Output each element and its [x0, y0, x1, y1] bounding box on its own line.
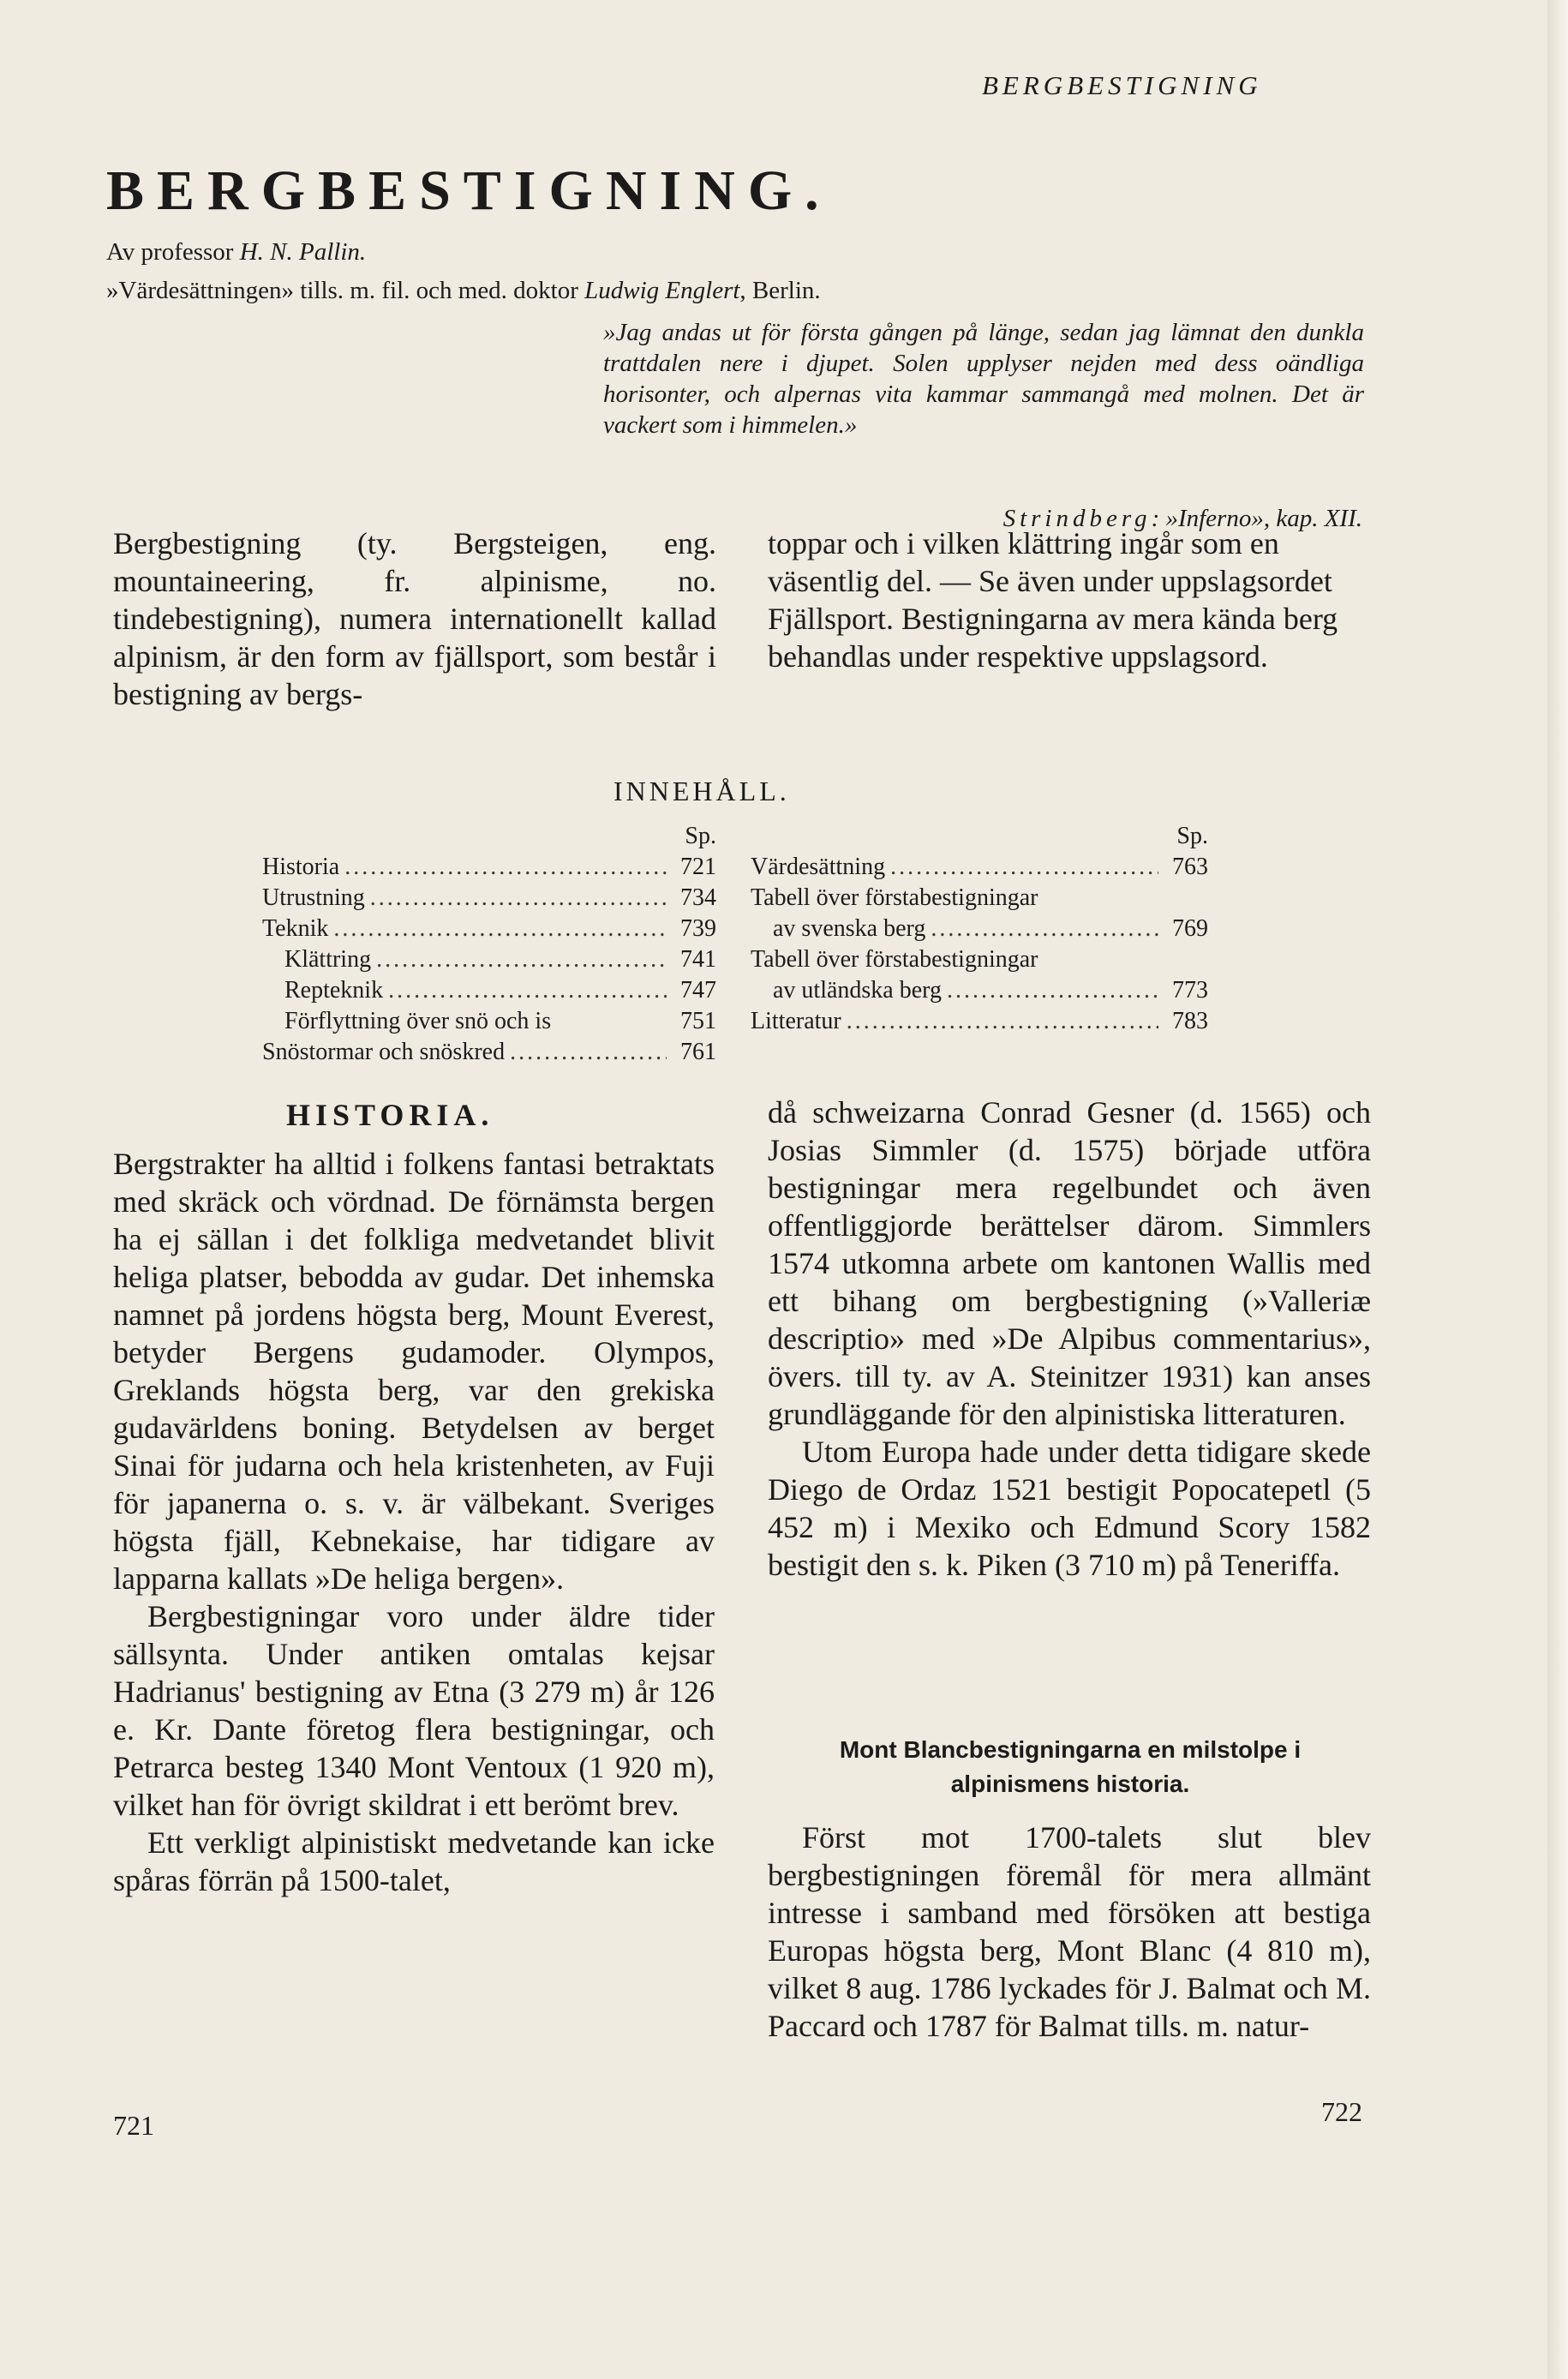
- toc-entry-label: Värdesättning: [751, 854, 886, 880]
- body-left-column: [113, 1145, 715, 1899]
- toc-entry: [751, 975, 1208, 1006]
- toc-entry-label: Klättring: [284, 946, 372, 973]
- toc-entry: [751, 914, 1208, 944]
- toc-leader: [376, 944, 667, 975]
- valuation-suffix: , Berlin.: [739, 277, 821, 304]
- toc-entry: [751, 944, 1208, 975]
- paragraph: Bergbestigningar voro under äldre tider sällsynta. Under antiken omtalas kejsar Hadrianus' bestigning av Etna (3 279 m) år 126 e. Kr. Dante företog flera bestigningar, och Petrarca besteg 1340 Mont Ventoux (1 920 m), vilket han för övrigt skildrat i ett berömt brev.: [113, 1599, 715, 1822]
- toc-leader: [847, 1006, 1158, 1037]
- toc-col-header: Sp.: [1176, 823, 1208, 849]
- epigraph-quote: »Jag andas ut för första gången på länge, sedan jag lämnat den dunkla trattdalen nere i djupet. Solen upplyser nejden med dess oändliga horisonter, och alpernas vita kammar sammangå med molnen. Det är vackert som i himmelen.»: [603, 319, 1364, 439]
- epigraph-ref: : »Inferno», kap. XII.: [1151, 505, 1362, 532]
- toc-leader: [344, 852, 667, 883]
- valuation-text: »Värdesättningen» tills. m. fil. och med. doktor: [106, 277, 585, 304]
- toc-entry: [262, 852, 716, 883]
- page-edge: [1547, 0, 1568, 2379]
- paragraph: då schweizarna Conrad Gesner (d. 1565) och Josias Simmler (d. 1575) började utföra bestigningar mera regelbundet och även offentliggjorde berättelser därom. Simmlers 1574 utkomna arbete om kantonen Wallis med ett bihang om bergbestigning (»Valleriæ descriptio» med »De Alpibus commentarius», övers. till ty. av A. Steinitzer 1931) kan anses grundläggande för den alpinistiska litteraturen.: [768, 1095, 1371, 1431]
- intro-right-column: [768, 524, 1376, 675]
- epigraph-author: Strindberg: [1002, 505, 1152, 532]
- toc-entry-page: 761: [680, 1039, 716, 1065]
- toc-leader: [510, 1037, 667, 1068]
- page-number-left: 721: [113, 2110, 154, 2141]
- toc-entry-page: 741: [680, 946, 716, 973]
- toc-entry-label: Litteratur: [751, 1008, 841, 1034]
- toc-col-header: Sp.: [685, 823, 716, 849]
- toc-entry-label: Repteknik: [284, 977, 384, 1004]
- toc-entry-page: 773: [1172, 977, 1208, 1004]
- running-header: BERGBESTIGNING: [982, 70, 1262, 100]
- intro-right-text: toppar och i vilken klättring ingår som en väsentlig del. — Se även under uppslagsordet Fjällsport. Bestigningarna av mera kända berg behandlas under respektive uppslagsord.: [768, 526, 1338, 674]
- toc-entry: [262, 883, 716, 914]
- author-line: [106, 238, 366, 267]
- toc-entry-page: 747: [680, 977, 716, 1004]
- toc-entry-label: Förflyttning över snö och is: [284, 1008, 552, 1034]
- toc-entry: [262, 975, 716, 1006]
- paragraph: Ett verkligt alpinistiskt medvetande kan icke spåras förrän på 1500-talet,: [113, 1825, 715, 1897]
- body-right-column-lower: [768, 1819, 1371, 2045]
- article-title: BERGBESTIGNING.: [106, 159, 832, 222]
- toc-leader: [333, 914, 667, 944]
- intro-left-column: [113, 524, 716, 713]
- paragraph: Först mot 1700-talets slut blev bergbestigningen föremål för mera allmänt intresse i samband med försöken att bestiga Europas högsta berg, Mont Blanc (4 810 m), vilket 8 aug. 1786 lyckades för J. Balmat och M. Paccard och 1787 för Balmat tills. m. natur-: [768, 1820, 1371, 2043]
- toc-entry-label: Snöstormar och snöskred: [262, 1039, 506, 1065]
- toc-title: INNEHÅLL.: [613, 776, 790, 806]
- toc-entry: [262, 914, 716, 944]
- toc-right-column: [751, 821, 1208, 1037]
- page-number-right: 722: [1321, 2096, 1362, 2127]
- toc-entry-label: Tabell över förstabestigningar: [751, 946, 1038, 973]
- toc-leader: [388, 975, 667, 1006]
- toc-leader: [947, 975, 1158, 1006]
- body-right-column: [768, 1094, 1371, 1584]
- subsection-heading: Mont Blancbestigningarna en milstolpe i alpinismens historia.: [839, 1736, 1302, 1797]
- section-heading-historia: HISTORIA.: [286, 1098, 494, 1132]
- toc-leader: [931, 914, 1158, 944]
- author-name: H. N. Pallin.: [239, 238, 367, 266]
- toc-entry-label: Utrustning: [262, 884, 365, 911]
- intro-left-text: Bergbestigning (ty. Bergsteigen, eng. mountaineering, fr. alpinisme, no. tindebestigning), numera internationellt kallad alpinism, är den form av fjällsport, som består i bestigning av bergs-: [113, 526, 716, 711]
- toc-entry-page: 751: [680, 1008, 716, 1034]
- toc-entry-label: Teknik: [262, 915, 329, 942]
- paragraph: Utom Europa hade under detta tidigare skede Diego de Ordaz 1521 bestigit Popocatepetl (5 452 m) i Mexiko och Edmund Scory 1582 bestigit den s. k. Piken (3 710 m) på Teneriffa.: [768, 1435, 1371, 1582]
- toc-entry-label: Historia: [262, 854, 340, 880]
- toc-entry: [262, 1037, 716, 1068]
- toc-entry-label: av utländska berg: [773, 977, 942, 1004]
- toc-entry: [262, 1006, 716, 1037]
- toc-entry-label: av svenska berg: [773, 915, 926, 942]
- toc-entry-page: 734: [680, 884, 716, 911]
- toc-entry-page: 721: [680, 854, 716, 880]
- toc-left-column: [262, 821, 716, 1068]
- toc-entry-label: Tabell över förstabestigningar: [751, 884, 1038, 911]
- valuation-name: Ludwig Englert: [584, 277, 740, 304]
- toc-entry-page: 763: [1172, 854, 1208, 880]
- toc-leader: [370, 883, 667, 914]
- toc-entry-page: 783: [1172, 1008, 1208, 1034]
- toc-entry-page: 739: [680, 915, 716, 942]
- toc-entry: [262, 944, 716, 975]
- toc-entry: [751, 852, 1208, 883]
- author-prefix: Av professor: [106, 238, 240, 266]
- toc-entry: [751, 1006, 1208, 1037]
- valuation-line: [106, 277, 821, 305]
- toc-entry-page: 769: [1172, 915, 1208, 942]
- paragraph: Bergstrakter ha alltid i folkens fantasi betraktats med skräck och vördnad. De förnämsta bergen ha ej sällan i det folkliga medvetandet blivit heliga platser, bebodda av gudar. Det inhemska namnet på jordens högsta berg, Mount Everest, betyder Bergens gudamoder. Olympos, Greklands högsta berg, var den grekiska gudavärldens boning. Betydelsen av berget Sinai för judarna och hela kristenheten, av Fuji för japanerna o. s. v. är välbekant. Sveriges högsta fjäll, Kebnekaise, har tidigare av lapparna kallats »De heliga bergen».: [113, 1147, 715, 1596]
- toc-leader: [890, 852, 1158, 883]
- toc-entry: [751, 883, 1208, 914]
